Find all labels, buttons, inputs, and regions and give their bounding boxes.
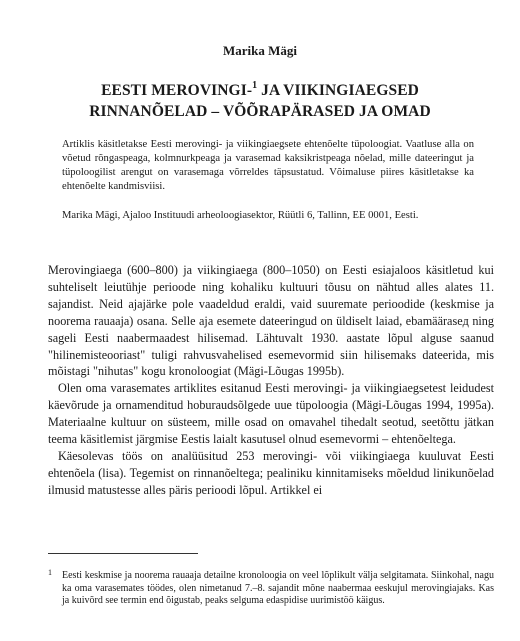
footnote-marker: 1	[48, 568, 52, 577]
footnote-text: Eesti keskmise ja noorema rauaaja detailne kronoloogia on veel lõplikult välja selgitamata. Siinkohal, nagu ka oma varasemates töödes, olen nimetanud 7.–8. sajandit mõne naabermaa eeskujul merovingiajaks. Kas ja kuivõrd see termin end õigustab, peaks selguma edaspidise uurimistöö käigus.	[62, 570, 494, 607]
body-text	[48, 262, 494, 499]
title-line-2: RINNANÕELAD – VÕÕRAPÄRASED JA OMAD	[89, 103, 431, 121]
abstract: Artiklis käsitletakse Eesti merovingi- ja viikingiaegsete ehtenõelte tüpoloogiat. Vaatluse alla on võetud rõngaspeaga, kolmnurkpeaga ja varasemad kaksikristpeaga nõelad, mille dateeringut ja tüpoloogilist arengut on varasemaga võrreldes täpsustatud. Võimaluse piires käsitletakse ka ehtenõelte kandmisviisi.	[62, 139, 474, 192]
title-footnote-marker: 1	[252, 80, 258, 91]
paragraph: Käesolevas töös on analüüsitud 253 merovingi- või viikingiaega kuuluvat Eesti ehtenõela (lisa). Tegemist on rinnanõeltega; pealiniku kinnitamiseks mõeldud linikunõelad ilmusid matustesse alles päris perioodi lõpul. Artikkel ei	[48, 448, 494, 497]
paragraph: Olen oma varasemates artiklites esitanud Eesti merovingi- ja viikingiaegsetest leidudest käevõrude ja ornamenditud hoburaudsõlgede uue tüpoloogia (Mägi-Lõugas 1994, 1995a). Materiaalne kultuur on süsteem, mille osad on omavahel tihedalt seotud, seetõttu jätkan teema käsitlemist järgmise Eestis laialt kasutusel olnud esemevormi – ehtenõeltega.	[48, 381, 494, 447]
paragraph: Merovingiaega (600–800) ja viikingiaega (800–1050) on Eesti esiajaloos käsitletud kui suhteliselt leiutühje perioode ning kohaliku kultuuri tõusu on nähtud alles alates 11. sajandist. Neid ajajärke pole vaadeldud eraldi, vaid suuremate perioodide (keskmise ja noorema rauaaja) osana. Selle aja esemete dateeringud on üldiselt laiad, ebamääraseд ning sageli Eesti naabermaadest hilisemad. Lähtuvalt 1930. aastate lõpul alguse saanud "hilinemisteooriast" tuligi rahvusvahelised esemevormid siin hilisemaks dateerida, mis mõistagi "nihutas" kogu kronoloogiat (Mägi-Lõugas 1995b).	[48, 263, 494, 379]
author-name: Marika Mägi	[222, 43, 297, 58]
footnote	[48, 570, 494, 608]
article-title	[0, 76, 520, 122]
author-affiliation: Marika Mägi, Ajaloo Instituudi arheoloogiasektor, Rüütli 6, Tallinn, EE 0001, Eesti.	[62, 210, 419, 221]
title-line-1-rest: JA VIIKINGIAEGSED	[257, 82, 419, 100]
title-line-1: EESTI MEROVINGI-	[101, 82, 253, 100]
footnote-divider	[48, 553, 198, 554]
